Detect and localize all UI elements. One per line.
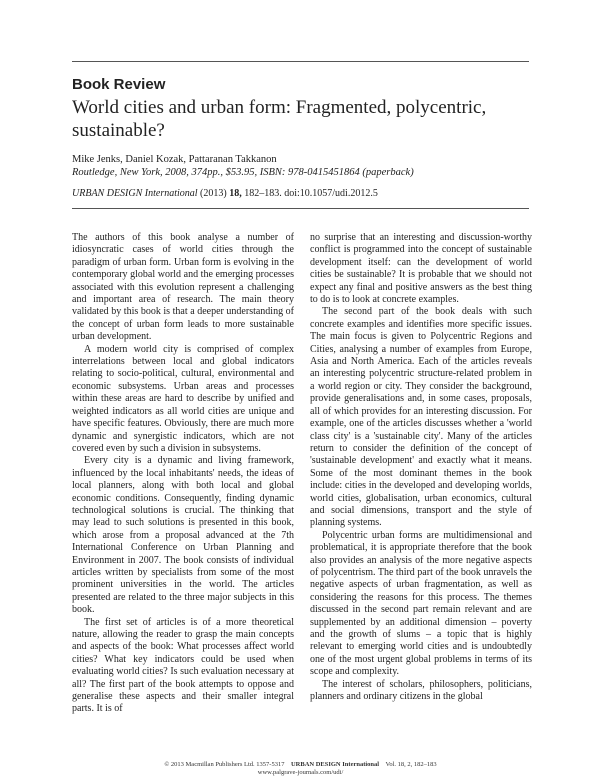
paragraph: Every city is a dynamic and living framework, influenced by the local inhabitants' needs, the ideas of local planners, along with both local and global economic conditions. Consequently, finding dynamic technological solutions is crucial. The thinking that may lead to such solutions is presented in this book, which arose from a proposal advanced at the 7th International Conference on Urban Planning and Environment in 2007. The book consists of individual articles written by specialists from some of the most prominent universities in the world. The articles presented are related to the three major subjects in this book.	[72, 455, 294, 616]
paragraph: no surprise that an interesting and discussion-worthy conflict is programmed into the concept of sustainable development itself: can the development of world cities be sustainable? It is probable that we should not expect any final and positive answers as the best thing to do is to look at concrete examples.	[310, 232, 532, 306]
paragraph: The authors of this book analyse a number of idiosyncratic cases of world cities through the paradigm of urban form. Urban form is evolving in the contemporary global world and the emerging processes associated with this evolution represent a challenging and important area of research. The main theory validated by this book is that a deeper understanding of the concept of urban form leads to more sustainable urban development.	[72, 232, 294, 343]
page-footer	[72, 761, 529, 777]
header-divider	[72, 208, 529, 209]
citation-pages-doi: 182–183. doi:10.1057/udi.2012.5	[244, 188, 378, 199]
footer-volume: Vol. 18, 2, 182–183	[385, 761, 437, 768]
footer-journal: URBAN DESIGN International	[290, 761, 380, 768]
paragraph: The second part of the book deals with such concrete examples and identifies more specific issues. The main focus is given to Polycentric Regions and Cities, analysing a number of examples from Europe, Asia and North America. Each of the articles reveals an interesting polycentric structure-related problem in a world region or city. They consider the background, provide generalisations and, in some cases, proposals, all of which provides for an interesting discussion. For example, one of the articles discusses whether a 'world class city' is a 'sustainable city'. Many of the articles return to consider the definition of the concept of 'sustainable development' and exactly what it means. Some of the most dominant themes in the book include: cities in the developed and developing worlds, world cities, globalisation, urban economics, cultural and social dimensions, transport and the style of planning systems.	[310, 306, 532, 529]
book-authors: Mike Jenks, Daniel Kozak, Pattaranan Takkanon	[72, 154, 277, 165]
footer-line	[72, 761, 529, 769]
paragraph: The first set of articles is of a more theoretical nature, allowing the reader to grasp the main concepts and aspects of the book: What processes affect world cities? What key indicators could be used when evaluating world cities? Is such evaluation necessary at all? The first part of the book attempts to oppose and generalise these aspects and their smaller integral parts. It is of	[72, 616, 294, 715]
paragraph: Polycentric urban forms are multidimensional and problematical, it is appropriate therefore that the book also provides an analysis of the more negative aspects of polycentrism. The third part of the book unravels the negative aspects of urban fragmentation, as well as considering the reasons for this process. The themes discussed in the second part remain relevant and are supplemented by an additional dimension – poverty and the growth of slums – a topic that is highly relevant to emerging world cities and is undoubtedly one of the most urgent global problems in terms of its scope and complexity.	[310, 529, 532, 678]
citation-journal: URBAN DESIGN International	[72, 188, 198, 199]
footer-website: www.palgrave-journals.com/udi/	[257, 769, 344, 776]
citation-year: (2013)	[200, 188, 227, 199]
top-rule	[72, 61, 529, 62]
section-label: Book Review	[72, 76, 166, 93]
left-column	[72, 232, 294, 716]
citation-line	[72, 187, 378, 200]
footer-copyright: © 2013 Macmillan Publishers Ltd. 1357-5317	[164, 761, 285, 768]
article-title: World cities and urban form: Fragmented, polycentric, sustainable?	[72, 97, 487, 141]
citation-volume: 18,	[229, 188, 242, 199]
right-column	[310, 232, 532, 703]
paragraph: A modern world city is comprised of complex interrelations between local and global indicators relating to socio-political, cultural, environmental and economic subsystems. Urban areas and processes within these areas are hard to describe by unified and weighted indicators as all world cities are unique and have specific features. Obviously, there are much more dynamic and synergistic indicators, which are not covered even by such a division in subsystems.	[72, 343, 294, 454]
publication-info: Routledge, New York, 2008, 374pp., $53.95, ISBN: 978-0415451864 (paperback)	[72, 167, 414, 178]
paragraph: The interest of scholars, philosophers, politicians, planners and ordinary citizens in the global	[310, 678, 532, 703]
